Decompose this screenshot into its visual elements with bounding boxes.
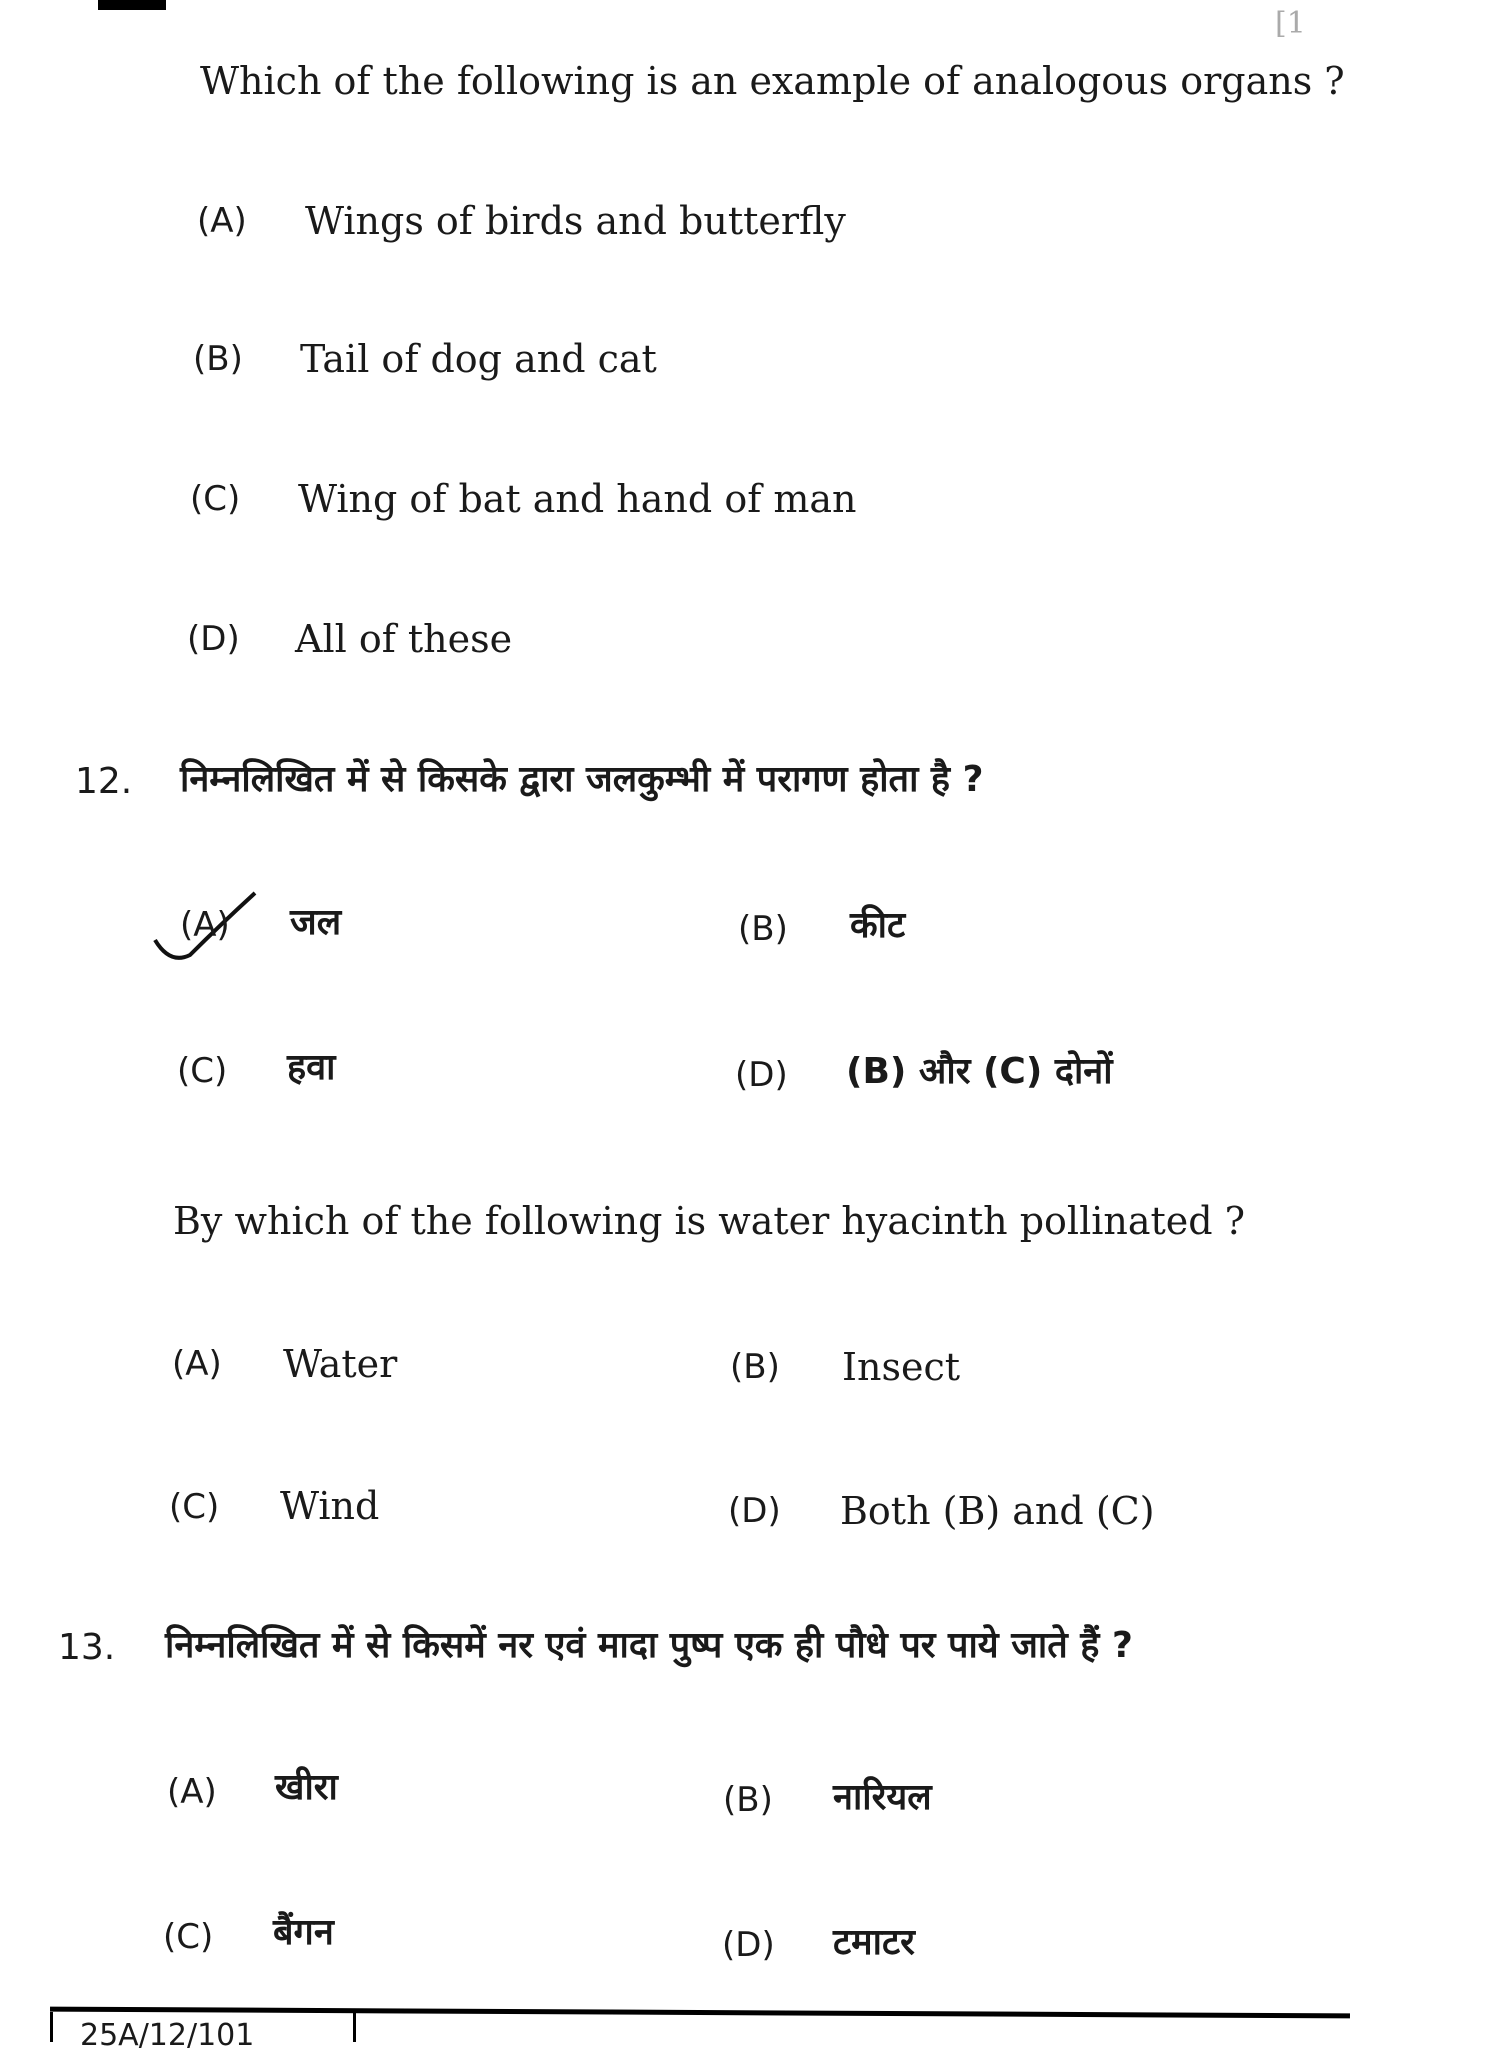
q11-option-c-label: (C) xyxy=(190,479,241,519)
q12-en-option-a-text: Water xyxy=(283,1342,398,1386)
q11-option-b-text: Tail of dog and cat xyxy=(300,337,657,381)
q13-option-a-label: (A) xyxy=(167,1772,217,1812)
q12-hi-option-a-label: (A) xyxy=(180,905,230,945)
q13-option-d-text: टमाटर xyxy=(833,1922,915,1963)
q13-option-d-label: (D) xyxy=(722,1925,775,1965)
q11-option-b-label: (B) xyxy=(193,339,243,379)
q11-option-a-label: (A) xyxy=(197,201,247,241)
q12-en-option-b-label: (B) xyxy=(730,1347,780,1387)
q12-hi-option-c-label: (C) xyxy=(177,1051,228,1091)
q13-option-b-text: नारियल xyxy=(833,1777,932,1818)
corner-page-mark: [1 xyxy=(1275,6,1306,41)
footer-paper-code: 25A/12/101 xyxy=(80,2018,255,2053)
question-12-hindi: निम्नलिखित में से किसके द्वारा जलकुम्भी में परागण होता है ? xyxy=(180,759,984,800)
q11-option-d-label: (D) xyxy=(187,619,240,659)
q12-hi-option-d-label: (D) xyxy=(735,1055,788,1095)
q13-option-b-label: (B) xyxy=(723,1780,773,1820)
q12-en-option-c-label: (C) xyxy=(169,1487,220,1527)
q12-hi-option-b-text: कीट xyxy=(850,905,906,946)
question-13-hindi: निम्नलिखित में से किसमें नर एवं मादा पुष्प एक ही पौधे पर पाये जाते हैं ? xyxy=(165,1625,1133,1666)
question-12-number: 12. xyxy=(75,761,133,802)
q11-option-d-text: All of these xyxy=(295,617,513,661)
q12-hi-option-b-label: (B) xyxy=(738,909,788,949)
q12-en-option-d-text: Both (B) and (C) xyxy=(840,1489,1155,1533)
q12-en-option-d-label: (D) xyxy=(728,1491,781,1531)
page-edge-mark xyxy=(98,0,166,10)
q12-hi-option-d-text: (B) और (C) दोनों xyxy=(846,1051,1113,1092)
q13-option-c-text: बैंगन xyxy=(273,1912,334,1953)
q13-option-c-label: (C) xyxy=(163,1917,214,1957)
q12-hi-option-a-text: जल xyxy=(290,902,342,943)
q11-option-a-text: Wings of birds and butterfly xyxy=(305,199,846,243)
question-12-english: By which of the following is water hyacinth pollinated ? xyxy=(173,1199,1246,1243)
question-11-english: Which of the following is an example of analogous organs ? xyxy=(200,59,1345,103)
q12-en-option-b-text: Insect xyxy=(842,1345,961,1389)
q11-option-c-text: Wing of bat and hand of man xyxy=(298,477,857,521)
question-13-number: 13. xyxy=(58,1627,116,1668)
q12-hi-option-c-text: हवा xyxy=(287,1047,336,1088)
q13-option-a-text: खीरा xyxy=(275,1767,338,1808)
q12-en-option-a-label: (A) xyxy=(172,1344,222,1384)
q12-en-option-c-text: Wind xyxy=(280,1484,380,1528)
